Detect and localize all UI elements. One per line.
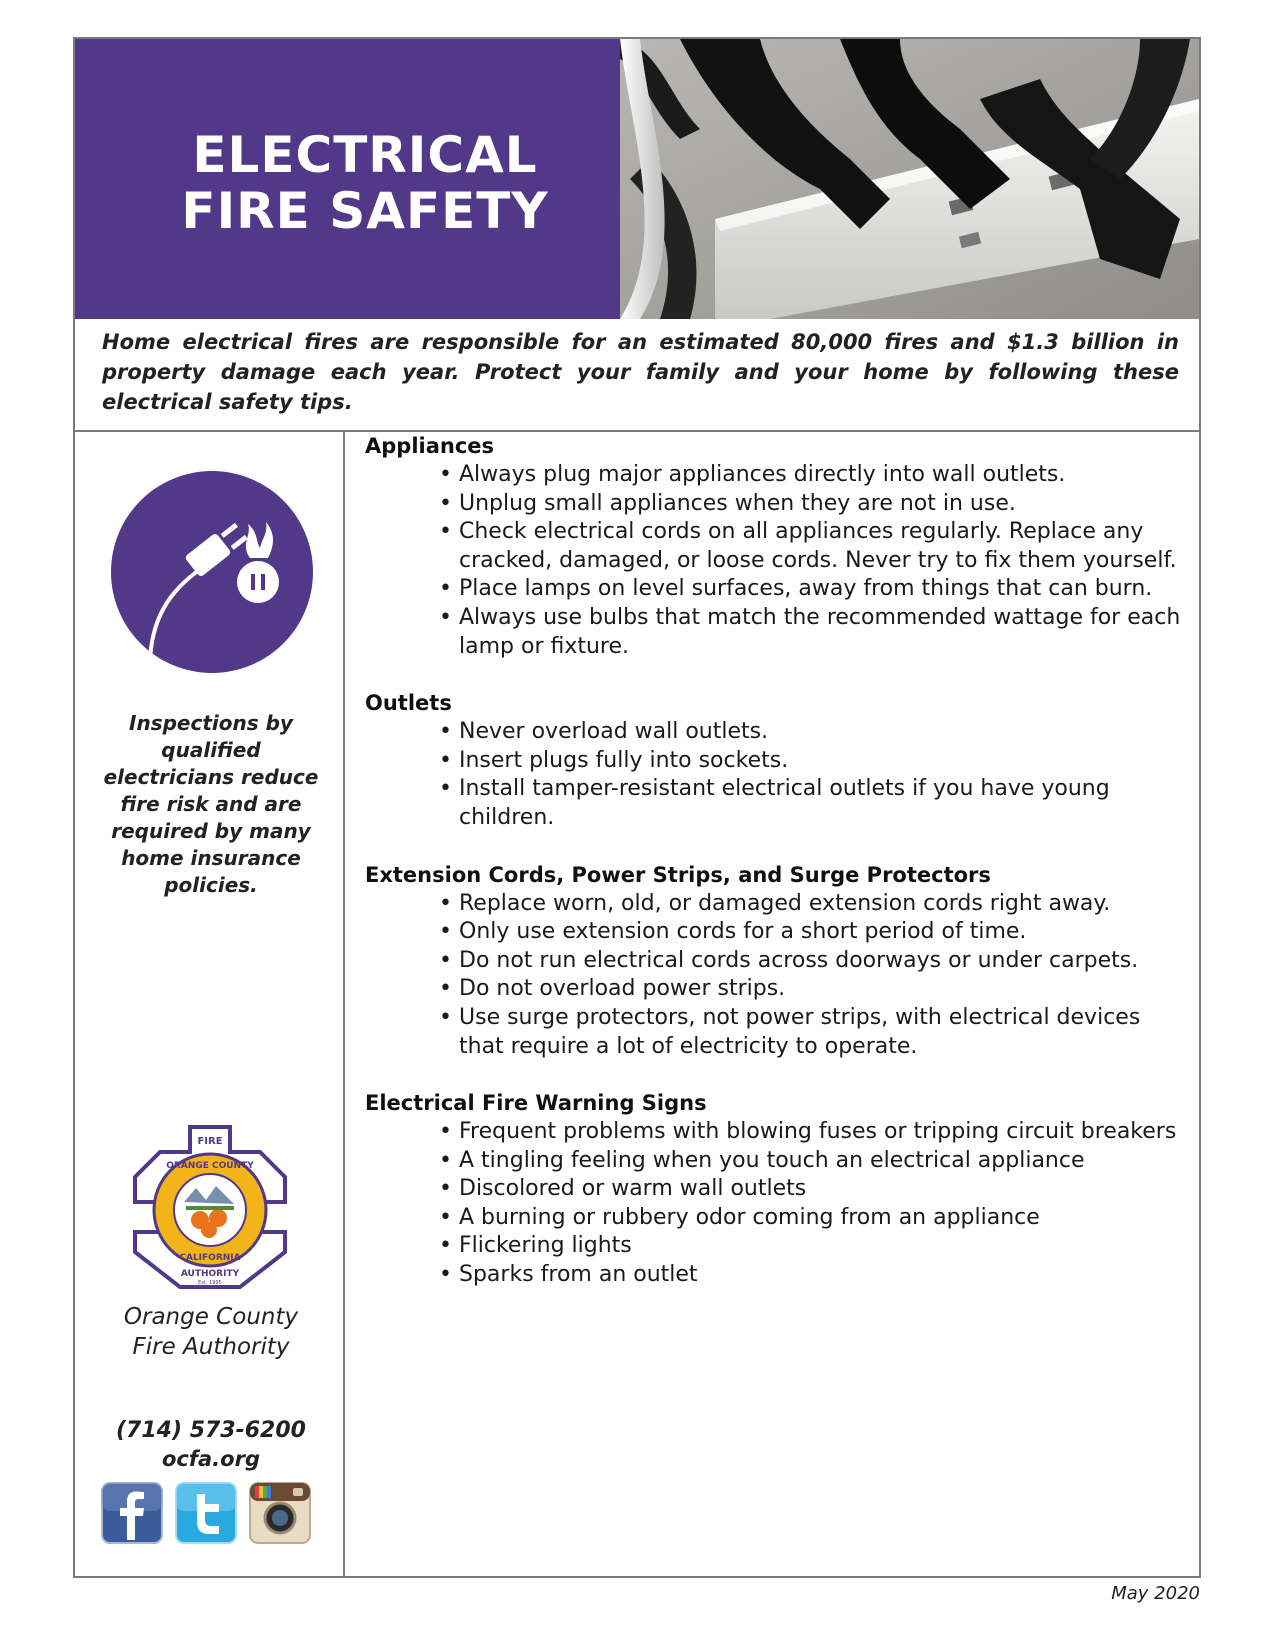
logo-arc-top-text: ORANGE COUNTY	[166, 1161, 254, 1171]
list-item: • A tingling feeling when you touch an electrical appliance	[459, 1147, 1185, 1176]
organization-name	[85, 1302, 337, 1362]
ocfa-logo	[130, 1122, 290, 1292]
logo-fire-text: FIRE	[197, 1136, 223, 1147]
list-item: • Never overload wall outlets.	[459, 718, 1185, 747]
title-line-1: ELECTRICAL	[192, 126, 538, 184]
list-item: • Check electrical cords on all appliances regularly. Replace any cracked, damaged, or loose cords. Never try to fix them yourself.	[459, 518, 1185, 575]
tips-list	[365, 718, 1185, 832]
list-item: • Sparks from an outlet	[459, 1261, 1185, 1290]
header-banner	[75, 39, 1199, 319]
page-title	[155, 127, 575, 239]
tips-list	[365, 1118, 1185, 1290]
flyer-frame	[73, 37, 1201, 1578]
list-item: • Install tamper-resistant electrical outlets if you have young children.	[459, 775, 1185, 832]
tips-list	[365, 461, 1185, 661]
section-title: Outlets	[365, 691, 452, 716]
section-title: Extension Cords, Power Strips, and Surge Protectors	[365, 862, 991, 887]
sidebar	[75, 432, 345, 1578]
twitter-icon[interactable]	[175, 1482, 237, 1544]
list-item: • Always use bulbs that match the recommended wattage for each lamp or fixture.	[459, 604, 1185, 661]
section-title: Electrical Fire Warning Signs	[365, 1091, 707, 1116]
list-item: • Frequent problems with blowing fuses or tripping circuit breakers	[459, 1118, 1185, 1147]
section-appliances	[365, 432, 1185, 661]
facebook-icon[interactable]	[101, 1482, 163, 1544]
publication-date: May 2020	[1111, 1583, 1200, 1604]
social-links	[101, 1482, 321, 1546]
plug-outlet-fire-icon	[110, 470, 314, 674]
list-item: • Only use extension cords for a short period of time.	[459, 918, 1185, 947]
title-line-2: FIRE SAFETY	[181, 182, 549, 240]
inspection-note: Inspections by qualified electricians reduce fire risk and are required by many home insurance policies.	[103, 711, 319, 897]
tips-list	[365, 890, 1185, 1062]
logo-authority-text: AUTHORITY	[180, 1269, 240, 1279]
intro-paragraph: Home electrical fires are responsible for an estimated 80,000 fires and $1.3 billion in property damage each year. Protect your family and your home by following these electrical safety tips.	[75, 319, 1199, 432]
list-item: • Unplug small appliances when they are not in use.	[459, 490, 1185, 519]
phone-number: (714) 573-6200	[116, 1418, 306, 1443]
logo-est-text: Est. 1995	[198, 1280, 222, 1286]
list-item: • Do not run electrical cords across doorways or under carpets.	[459, 947, 1185, 976]
section-outlets	[365, 689, 1185, 832]
list-item: • Place lamps on level surfaces, away from things that can burn.	[459, 575, 1185, 604]
section-extension-cords	[365, 861, 1185, 1062]
list-item: • Flickering lights	[459, 1232, 1185, 1261]
instagram-icon[interactable]	[249, 1482, 311, 1544]
list-item: • Use surge protectors, not power strips, with electrical devices that require a lot of electricity to operate.	[459, 1004, 1185, 1061]
section-title: Appliances	[365, 434, 495, 458]
list-item: • Insert plugs fully into sockets.	[459, 747, 1185, 776]
tips-content	[365, 432, 1185, 1318]
website-link[interactable]: ocfa.org	[162, 1447, 260, 1471]
list-item: • Do not overload power strips.	[459, 975, 1185, 1004]
section-warning-signs	[365, 1089, 1185, 1290]
org-line-2: Fire Authority	[132, 1334, 290, 1360]
list-item: • Always plug major appliances directly into wall outlets.	[459, 461, 1185, 490]
power-strip-photo	[620, 39, 1199, 319]
logo-arc-bottom-text: CALIFORNIA	[179, 1253, 241, 1263]
list-item: • Replace worn, old, or damaged extension cords right away.	[459, 890, 1185, 919]
org-line-1: Orange County	[123, 1304, 299, 1330]
list-item: • Discolored or warm wall outlets	[459, 1175, 1185, 1204]
list-item: • A burning or rubbery odor coming from an appliance	[459, 1204, 1185, 1233]
